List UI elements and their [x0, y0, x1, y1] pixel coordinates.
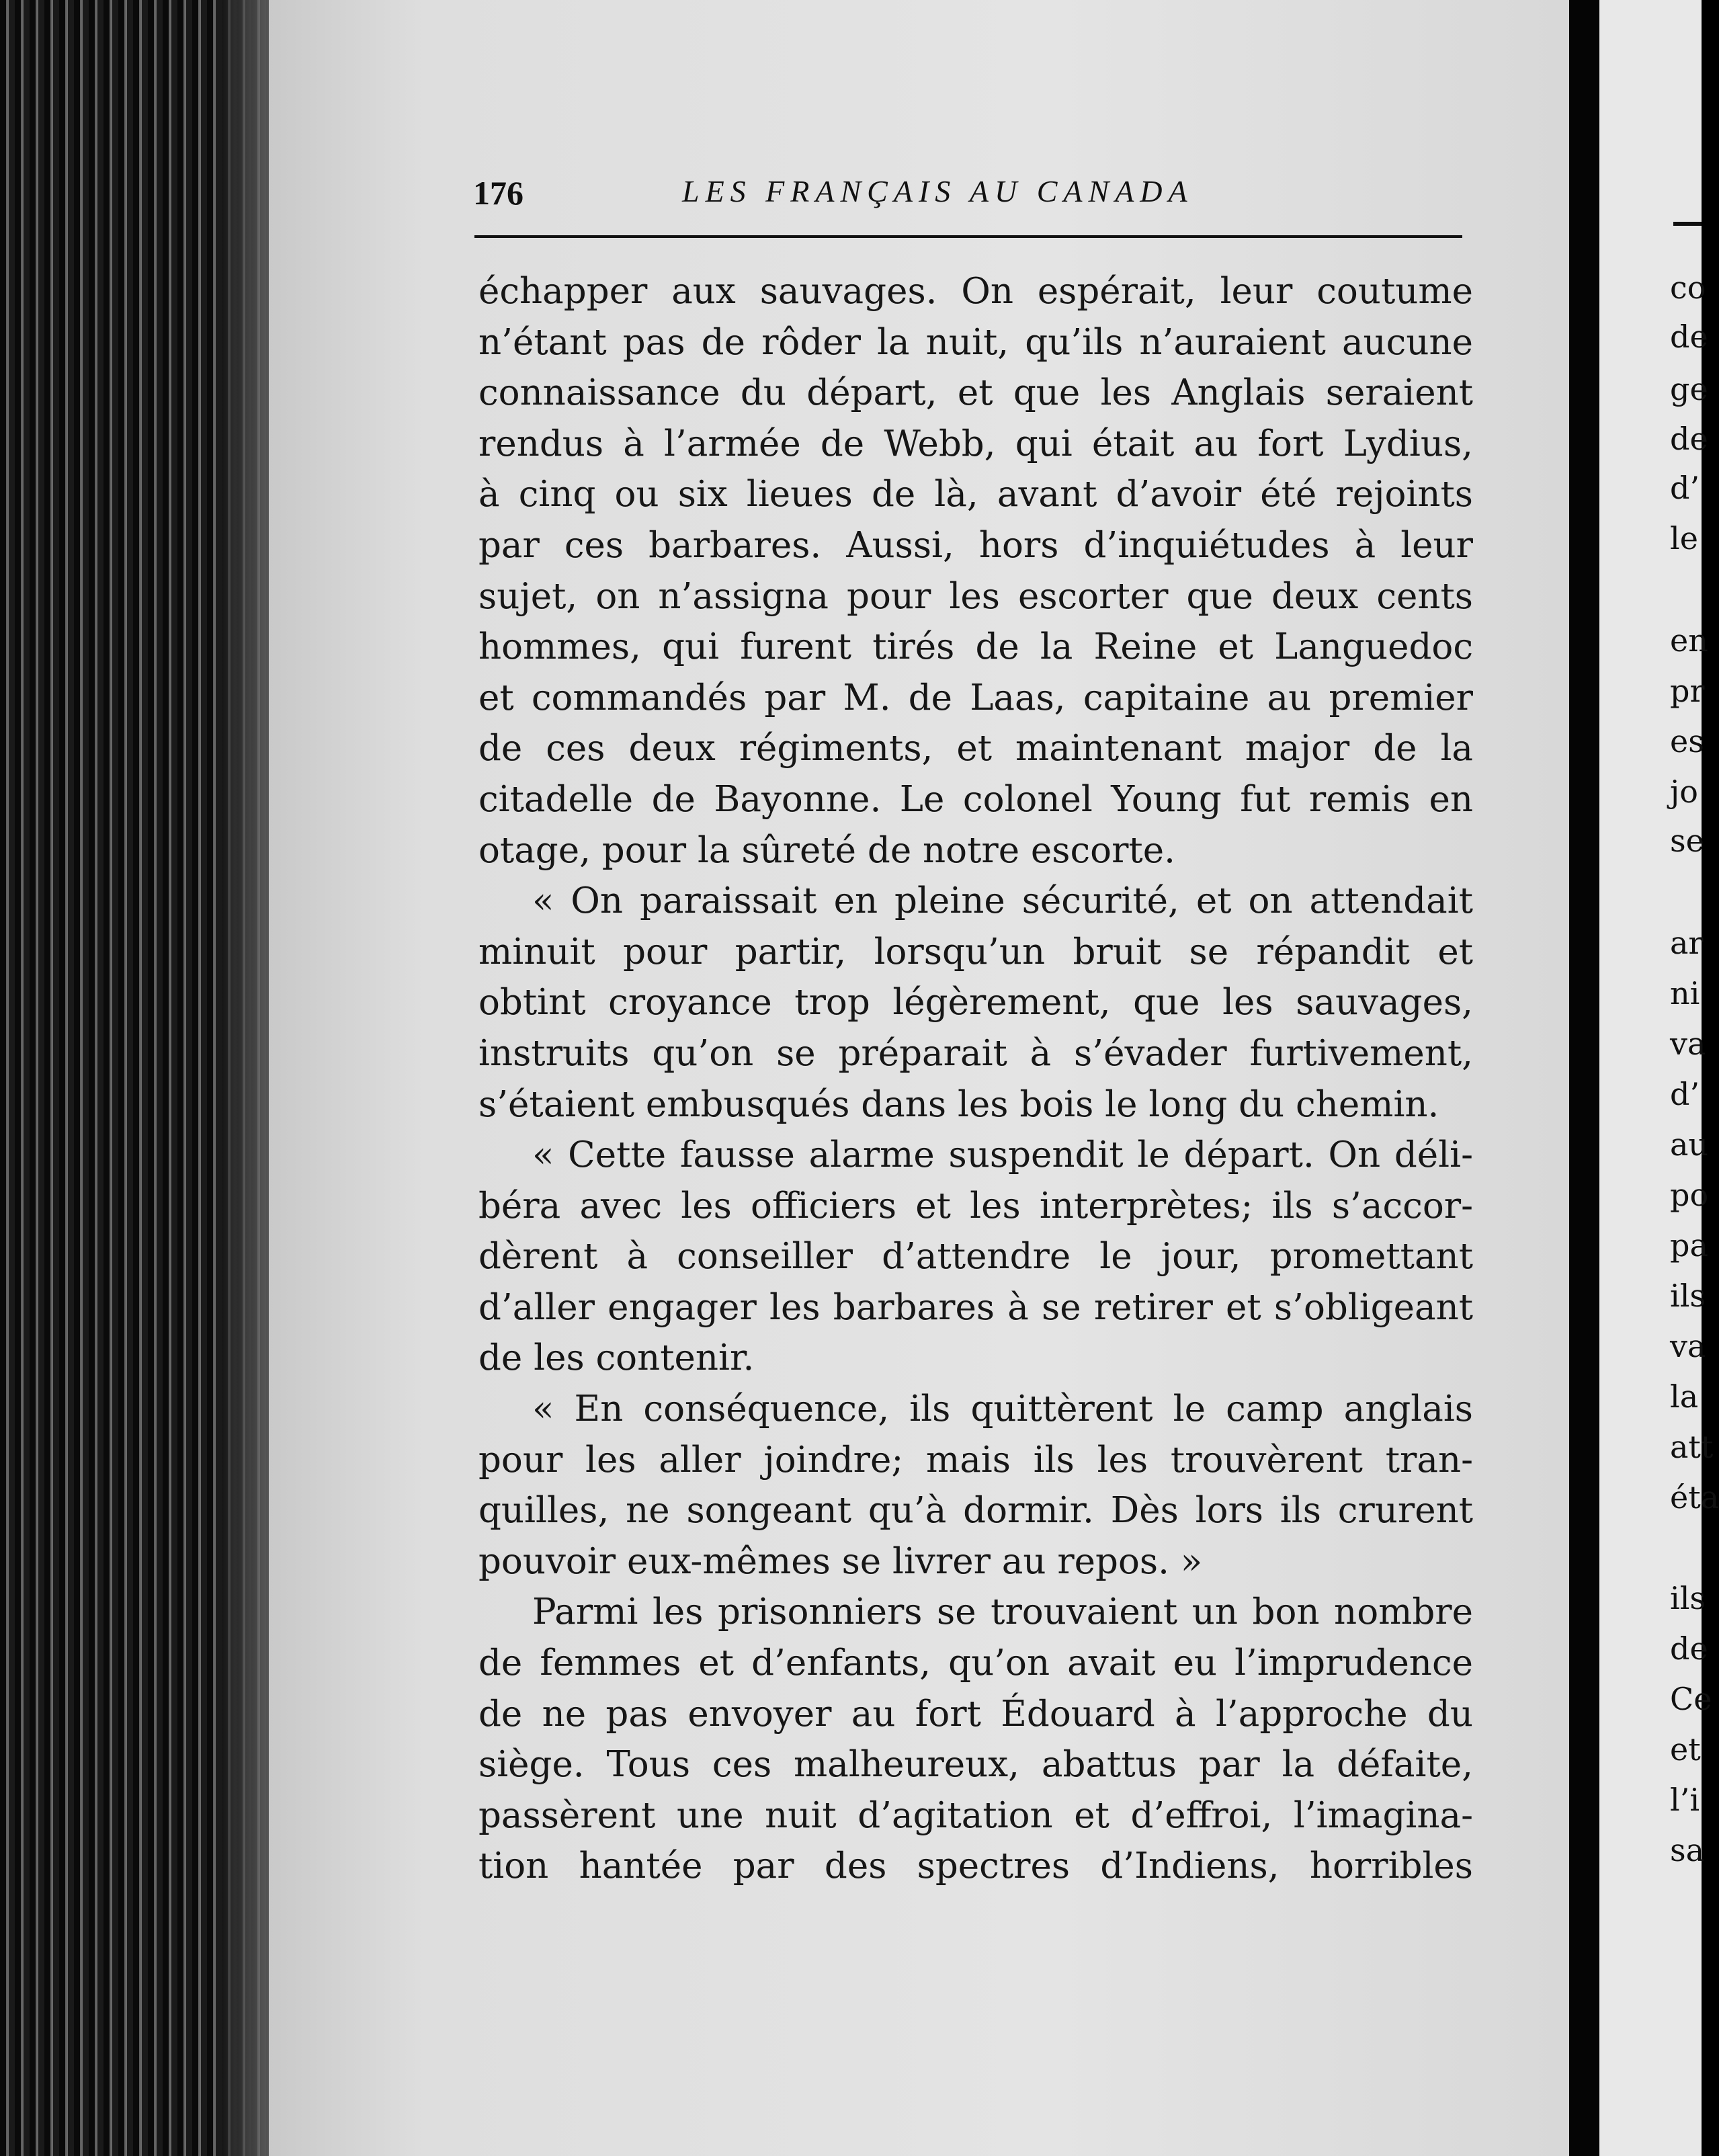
facing-page-line: ils: [1670, 1580, 1706, 1616]
text-line: échapper aux sauvages. On espérait, leur coutume: [478, 271, 1473, 312]
text-line: « Cette fausse alarme suspendit le départ. On déli-: [532, 1134, 1473, 1176]
facing-page-line: ils: [1670, 1278, 1706, 1314]
facing-page-line: es: [1670, 723, 1704, 759]
book-gutter: [1569, 0, 1599, 2156]
text-line: de femmes et d’enfants, qu’on avait eu l’imprudence: [478, 1643, 1473, 1684]
text-line: siège. Tous ces malheureux, abattus par la défaite,: [478, 1744, 1473, 1786]
facing-page-line: att: [1670, 1429, 1714, 1465]
facing-page-line: au: [1670, 1126, 1709, 1163]
text-line: dèrent à conseiller d’attendre le jour, promettant: [478, 1236, 1473, 1278]
text-line: instruits qu’on se préparait à s’évader furtivement,: [478, 1032, 1473, 1074]
facing-page-line: en: [1670, 622, 1708, 659]
facing-page-line: ni: [1670, 975, 1700, 1011]
text-line: rendus à l’armée de Webb, qui était au fort Lydius,: [478, 423, 1473, 464]
header-rule: [474, 235, 1462, 238]
text-line: de ces deux régiments, et maintenant major de la: [478, 728, 1473, 770]
facing-page-line: et: [1670, 1731, 1701, 1768]
facing-page-line: se: [1670, 823, 1704, 859]
text-line: d’aller engager les barbares à se retirer et s’obligeant: [478, 1286, 1473, 1328]
text-line: Parmi les prisonniers se trouvaient un bon nombre: [532, 1591, 1473, 1633]
facing-page-line: sa: [1670, 1832, 1705, 1868]
facing-page-line: va: [1670, 1026, 1706, 1062]
facing-page-line: d’: [1670, 1076, 1700, 1112]
text-line: citadelle de Bayonne. Le colonel Young fut remis en: [478, 778, 1473, 820]
text-line: à cinq ou six lieues de là, avant d’avoir été rejoints: [478, 474, 1473, 515]
page-number: 176: [473, 174, 523, 212]
text-line: pour les aller joindre; mais ils les trouvèrent tran-: [478, 1439, 1473, 1481]
text-line: s’étaient embusqués dans les bois le long du chemin.: [478, 1083, 1439, 1125]
text-line: sujet, on n’assigna pour les escorter que deux cents: [478, 575, 1473, 617]
text-line: tion hantée par des spectres d’Indiens, horribles: [478, 1846, 1473, 1887]
facing-page-rule: [1673, 222, 1702, 226]
running-title: LES FRANÇAIS AU CANADA: [682, 174, 1193, 208]
facing-page-line: d’: [1670, 470, 1700, 506]
facing-page-line: éta: [1670, 1479, 1719, 1516]
text-line: « En conséquence, ils quittèrent le camp anglais: [532, 1388, 1473, 1430]
facing-page-line: le: [1670, 520, 1698, 556]
facing-page-line: pr: [1670, 673, 1705, 709]
text-line: par ces barbares. Aussi, hors d’inquiétudes à leur: [478, 524, 1473, 566]
text-line: minuit pour partir, lorsqu’un bruit se répandit et: [478, 931, 1473, 972]
text-line: connaissance du départ, et que les Anglais seraient: [478, 372, 1473, 414]
facing-page-line: ge: [1670, 371, 1708, 407]
facing-page-line: l’i: [1670, 1782, 1700, 1818]
text-line: de ne pas envoyer au fort Édouard à l’approche du: [478, 1693, 1473, 1735]
text-line: béra avec les officiers et les interprètes; ils s’accor-: [478, 1185, 1473, 1227]
text-line: obtint croyance trop légèrement, que les sauvages,: [478, 982, 1473, 1024]
text-line: quilles, ne songeant qu’à dormir. Dès lors ils crurent: [478, 1490, 1473, 1532]
facing-page-line: pa: [1670, 1227, 1708, 1263]
facing-page-line: va: [1670, 1328, 1706, 1364]
body-text: [478, 266, 1473, 1892]
facing-page-line: ar: [1670, 925, 1704, 961]
text-line: hommes, qui furent tirés de la Reine et Languedoc: [478, 626, 1473, 668]
facing-page-line: po: [1670, 1177, 1709, 1213]
facing-page-line: co: [1670, 270, 1706, 306]
facing-page-line: de: [1670, 1630, 1708, 1667]
text-line: otage, pour la sûreté de notre escorte.: [478, 829, 1175, 871]
text-line: de les contenir.: [478, 1337, 755, 1379]
text-line: « On paraissait en pleine sécurité, et on attendait: [532, 880, 1473, 922]
facing-page-line: de: [1670, 319, 1708, 355]
text-line: pouvoir eux-mêmes se livrer au repos. »: [478, 1540, 1203, 1582]
facing-page-line: jo: [1670, 774, 1698, 810]
facing-page-line: Ce: [1670, 1681, 1712, 1717]
text-line: passèrent une nuit d’agitation et d’effroi, l’imagina-: [478, 1794, 1473, 1836]
text-line: et commandés par M. de Laas, capitaine au premier: [478, 677, 1473, 718]
text-line: n’étant pas de rôder la nuit, qu’ils n’auraient aucune: [478, 321, 1473, 363]
facing-page-line: la: [1670, 1378, 1699, 1415]
facing-page-line: de: [1670, 421, 1708, 457]
